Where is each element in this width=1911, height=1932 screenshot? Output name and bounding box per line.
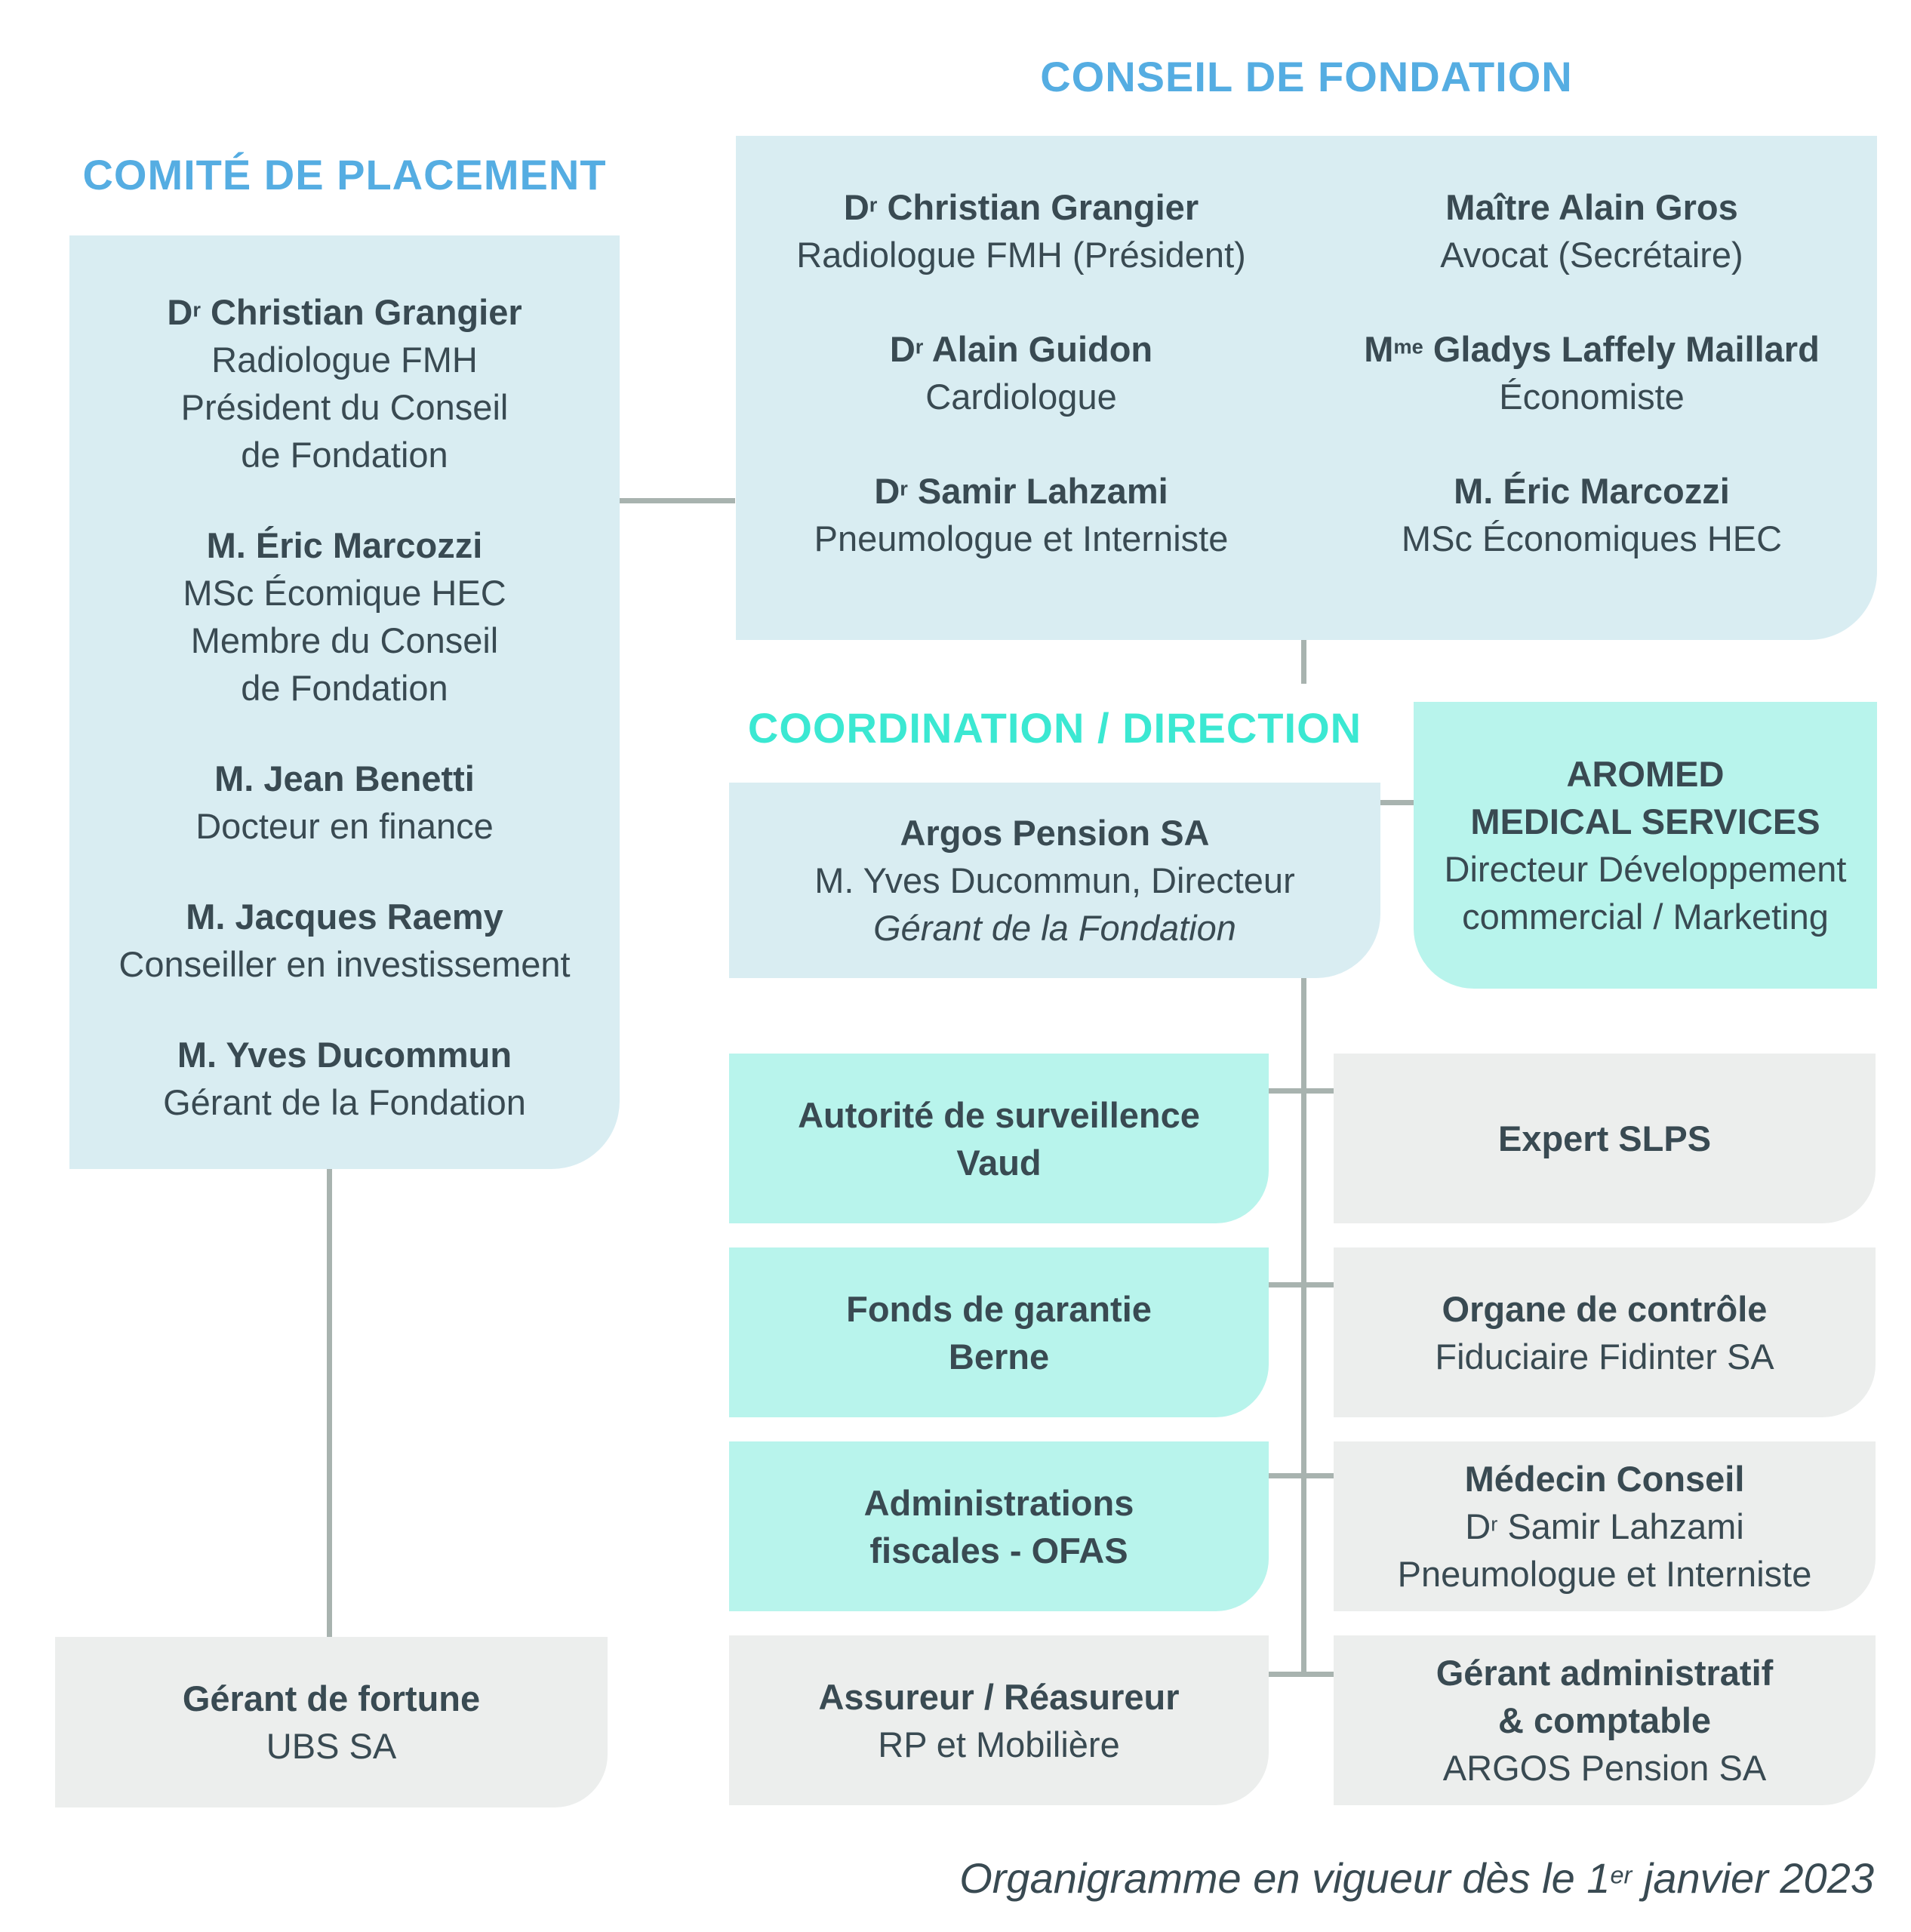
box-comite-de-placement (69, 235, 620, 1169)
box-argos-pension (729, 783, 1380, 978)
box-aromed-medical-services (1414, 702, 1877, 989)
comite-member (183, 521, 506, 712)
medecin-subtitle: Pneumologue et Interniste (1397, 1554, 1812, 1594)
box-gerant-administratif (1334, 1635, 1876, 1805)
member-role: MSc Écomique HEC (183, 572, 506, 613)
member-name: M. Jacques Raemy (186, 896, 503, 937)
organe-title: Organe de contrôle (1442, 1288, 1768, 1329)
member-name: M. Éric Marcozzi (206, 525, 483, 565)
argos-title: Argos Pension SA (900, 813, 1210, 853)
connector-row2 (1266, 1282, 1336, 1287)
conseil-member (796, 183, 1246, 278)
conseil-member (814, 467, 1229, 562)
box-conseil-de-fondation (736, 136, 1877, 640)
connector-comite-conseil (620, 498, 735, 503)
conseil-member (890, 325, 1152, 420)
connector-row3 (1266, 1473, 1336, 1478)
member-role: Conseiller en investissement (118, 943, 571, 984)
member-name: M. Yves Ducommun (177, 1034, 512, 1075)
argos-director: M. Yves Ducommun, Directeur (814, 860, 1295, 900)
aromed-title-line2: MEDICAL SERVICES (1470, 801, 1820, 841)
member-name: $D^r$ Samir Lahzami (874, 471, 1168, 511)
member-name: M. Éric Marcozzi (1454, 471, 1730, 511)
member-name: $M^{me}$ Gladys Laffely Maillard (1364, 329, 1820, 369)
admin-line2: fiscales - OFAS (869, 1530, 1128, 1571)
comite-member (118, 893, 570, 988)
autorite-line2: Vaud (956, 1142, 1042, 1183)
comite-member (195, 755, 494, 850)
box-expert-slps (1334, 1054, 1876, 1223)
box-medecin-conseil (1334, 1441, 1876, 1611)
gerant-adm-title-line2: & comptable (1497, 1700, 1712, 1740)
connector-comite-fortune (327, 1160, 332, 1637)
member-role: MSc Économiques HEC (1401, 518, 1783, 558)
organe-subtitle: Fiduciaire Fidinter SA (1435, 1336, 1774, 1377)
member-role: de Fondation (241, 434, 448, 475)
connector-argos-aromed (1380, 800, 1414, 805)
gerant-adm-title-line1: Gérant administratif (1436, 1653, 1774, 1693)
box-gerant-de-fortune (55, 1637, 608, 1807)
assureur-subtitle: RP et Mobilière (878, 1724, 1120, 1764)
member-role: Économiste (1499, 377, 1685, 417)
conseil-member (1364, 325, 1820, 420)
member-role: Avocat (Secrétaire) (1440, 235, 1743, 275)
aromed-title-line1: AROMED (1566, 754, 1725, 794)
conseil-member (1440, 183, 1743, 278)
member-name: $D^r$ Alain Guidon (889, 329, 1153, 369)
member-role: de Fondation (241, 667, 448, 708)
member-name: M. Jean Benetti (214, 758, 475, 798)
header-coordination-direction: COORDINATION / DIRECTION (747, 704, 1362, 752)
autorite-line1: Autorité de surveillence (798, 1094, 1200, 1135)
header-comite-de-placement: COMITÉ DE PLACEMENT (82, 151, 607, 198)
member-name: Maître Alain Gros (1445, 187, 1738, 227)
box-assureur-reasureur (729, 1635, 1269, 1805)
box-autorite-surveillance (729, 1054, 1269, 1223)
member-role: Gérant de la Fondation (163, 1081, 526, 1122)
admin-line1: Administrations (863, 1482, 1134, 1523)
member-role: Radiologue FMH (211, 339, 478, 380)
argos-role: Gérant de la Fondation (873, 908, 1236, 948)
medecin-title: Médecin Conseil (1464, 1459, 1745, 1499)
footer-validity-note: Organigramme en vigueur dès le 1er janvier 2023 (959, 1854, 1874, 1902)
connector-spine (1301, 978, 1306, 1677)
fonds-line1: Fonds de garantie (846, 1288, 1152, 1329)
gerant-fortune-title: Gérant de fortune (182, 1678, 481, 1718)
conseil-member (1402, 467, 1782, 562)
member-role: Docteur en finance (195, 805, 494, 846)
member-role: Pneumologue et Interniste (814, 518, 1229, 558)
connector-row4 (1266, 1672, 1336, 1677)
member-role: Cardiologue (925, 377, 1117, 417)
comite-member (163, 1031, 526, 1126)
medecin-name: $D^r$ Samir Lahzami (1465, 1506, 1744, 1546)
member-role: Président du Conseil (180, 386, 509, 427)
aromed-role-line2: commercial / Marketing (1462, 897, 1829, 937)
member-name: $D^r$ Christian Grangier (167, 291, 522, 332)
box-organe-de-controle (1334, 1247, 1876, 1417)
connector-row1 (1266, 1088, 1336, 1094)
member-role: Radiologue FMH (Président) (796, 235, 1246, 275)
member-name: $D^r$ Christian Grangier (843, 187, 1199, 227)
aromed-role-line1: Directeur Développement (1444, 849, 1847, 889)
expert-title: Expert SLPS (1497, 1118, 1712, 1158)
gerant-adm-subtitle: ARGOS Pension SA (1442, 1748, 1767, 1788)
box-administrations-fiscales (729, 1441, 1269, 1611)
box-fonds-de-garantie (729, 1247, 1269, 1417)
comite-member (167, 288, 522, 478)
assureur-title: Assureur / Réasureur (818, 1676, 1180, 1717)
header-conseil-de-fondation: CONSEIL DE FONDATION (1040, 53, 1573, 100)
member-role: Membre du Conseil (190, 620, 499, 660)
gerant-fortune-subtitle: UBS SA (266, 1726, 397, 1766)
fonds-line2: Berne (948, 1336, 1050, 1377)
